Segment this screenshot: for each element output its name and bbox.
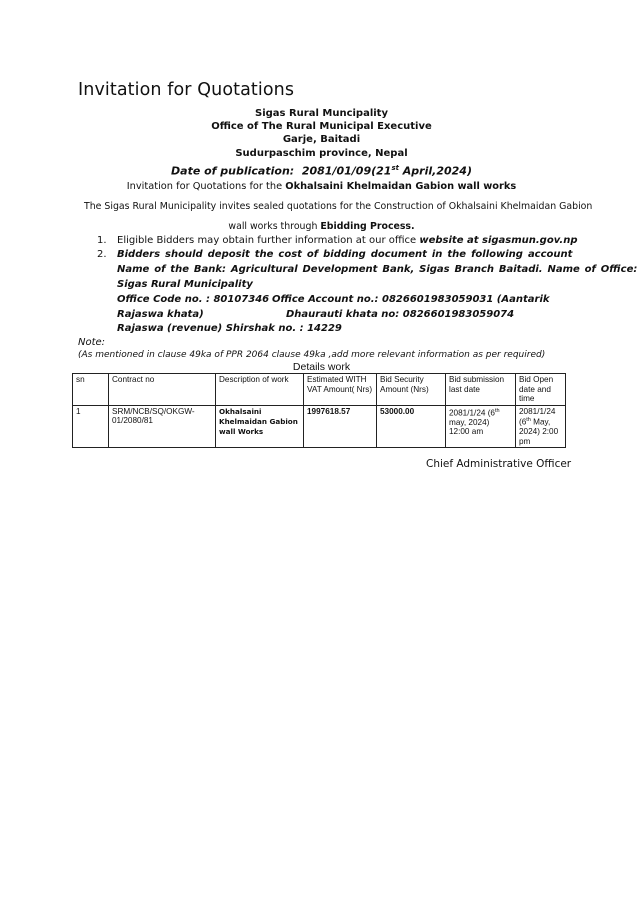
cell-open xyxy=(516,405,566,448)
table-header-row xyxy=(73,374,566,406)
ebidding-process: Ebidding Process. xyxy=(320,221,415,232)
location: Garje, Baitadi xyxy=(282,134,361,145)
office-name: Office of The Rural Municipal Executive xyxy=(211,121,432,132)
document-title: Invitation for Quotations xyxy=(78,80,295,100)
rajaswa-khata: Rajaswa khata) xyxy=(117,309,204,320)
col-submission: Bid submission last date xyxy=(446,374,516,406)
col-contract: Contract no xyxy=(109,374,216,406)
pub-label: Date of publication: xyxy=(171,164,295,178)
pub-date: 2081/01/09(21 xyxy=(301,164,392,178)
intro-prefix: Invitation for Quotations for the xyxy=(126,181,286,192)
sub-a: 2081/1/24 (6 xyxy=(449,408,495,418)
province: Sudurpaschim province, Nepal xyxy=(235,148,408,159)
col-estimated: Estimated WITH VAT Amount( Nrs) xyxy=(304,374,377,406)
cell-description: Okhalsaini Khelmaidan Gabion wall Works xyxy=(216,405,304,448)
table-caption: Details work xyxy=(292,361,351,373)
publication-date xyxy=(0,164,643,178)
body-line-2-prefix: wall works through xyxy=(228,221,321,232)
list-item-1 xyxy=(117,235,578,246)
open-b: May, 2024) 2:00 pm xyxy=(519,417,559,446)
col-description: Description of work xyxy=(216,374,304,406)
table-row xyxy=(73,405,566,448)
sub-b: may, 2024) 12:00 am xyxy=(449,417,490,437)
cell-estimated: 1997618.57 xyxy=(304,405,377,448)
office-name-line: Sigas Rural Municipality xyxy=(117,279,253,290)
details-table xyxy=(72,373,566,448)
office-account: Office Account no.: 0826601983059031 (Aantarik xyxy=(272,294,550,305)
website-link[interactable]: website at sigasmun.gov.np xyxy=(419,235,578,246)
pub-sup: st xyxy=(391,164,399,172)
dhaurauti-khata: Dhaurauti khata no: 0826601983059074 xyxy=(286,309,515,320)
cell-sn: 1 xyxy=(73,405,109,448)
cell-contract: SRM/NCB/SQ/OKGW-01/2080/81 xyxy=(109,405,216,448)
note-label: Note: xyxy=(78,337,106,348)
col-sn: sn xyxy=(73,374,109,406)
intro-line xyxy=(0,181,643,192)
col-open: Bid Open date and time xyxy=(516,374,566,406)
shirshak-no: Rajaswa (revenue) Shirshak no. : 14229 xyxy=(117,323,342,334)
cell-submission xyxy=(446,405,516,448)
office-code: Office Code no. : 80107346 xyxy=(117,294,270,305)
sub-sup: th xyxy=(494,407,500,414)
list-item-1-text: Eligible Bidders may obtain further information at our office xyxy=(117,235,420,246)
body-line-1: The Sigas Rural Municipality invites sealed quotations for the Construction of Okhalsaini Khelmaidan Gabion xyxy=(84,201,593,212)
col-security: Bid Security Amount (Nrs) xyxy=(377,374,446,406)
note-text: (As mentioned in clause 49ka of PPR 2064 clause 49ka ,add more relevant information as per required) xyxy=(78,350,546,360)
intro-project: Okhalsaini Khelmaidan Gabion wall works xyxy=(285,181,517,192)
open-sup: th xyxy=(526,417,531,423)
bank-line: Name of the Bank: Agricultural Development Bank, Sigas Branch Baitadi. Name of Office: xyxy=(117,264,638,275)
open-a: 2081/1/24 (6 xyxy=(519,406,556,427)
signature: Chief Administrative Officer xyxy=(426,458,572,470)
org-name: Sigas Rural Muncipality xyxy=(255,108,388,119)
pub-rest: April,2024) xyxy=(398,164,472,178)
cell-security: 53000.00 xyxy=(377,405,446,448)
body-line-2 xyxy=(0,221,643,232)
list-num-1: 1. xyxy=(97,235,107,246)
list-item-2: Bidders should deposit the cost of bidding document in the following account xyxy=(117,249,573,260)
list-num-2: 2. xyxy=(97,249,107,260)
